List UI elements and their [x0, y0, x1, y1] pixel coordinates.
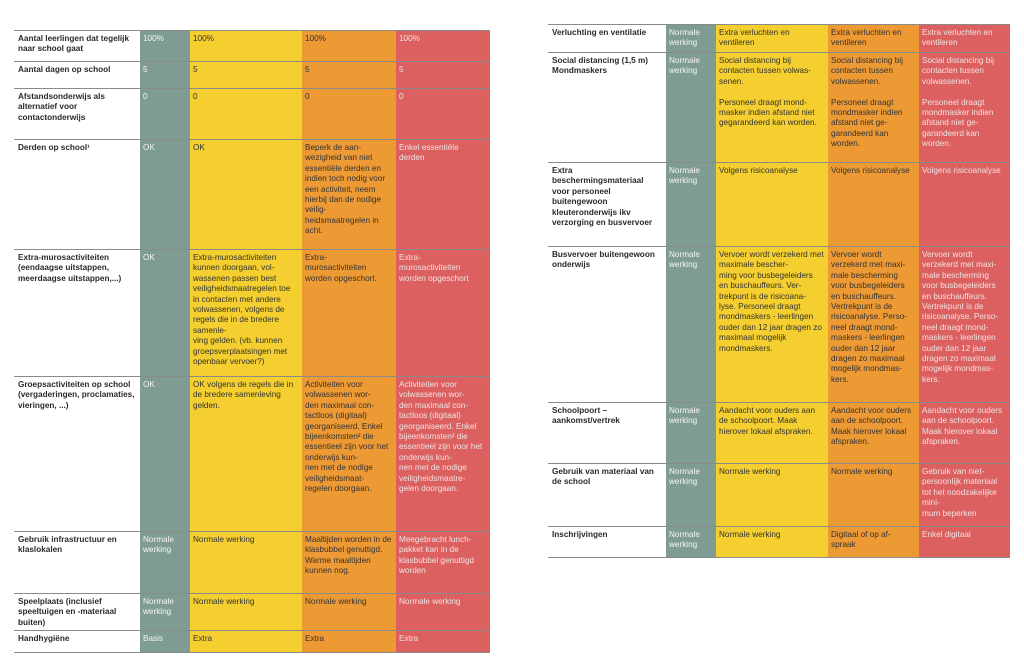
cell-yellow-code: 0 — [190, 89, 302, 140]
cell-orange-code: 100% — [302, 31, 396, 62]
row-label: Social distancing (1,5 m) Mondmaskers — [548, 53, 666, 163]
cell-orange-code: Aandacht voor ouders aan de schoolpoort. Maak hierover lokaal afspraken. — [828, 403, 919, 464]
cell-red-code: Enkel digitaal — [919, 527, 1010, 558]
row-label: Inschrijvingen — [548, 527, 666, 558]
cell-yellow-code: Aandacht voor ouders aan de schoolpoort. Maak hierover lokaal afspraken. — [716, 403, 828, 464]
cell-yellow-code: Extra-murosactiviteiten kunnen doorgaan, vol- wassenen passen best veiligheidsmaatregelen toe in contacten met andere volwassenen, volgens de regels die in de bredere samenle- ving gelden. (vb. kunnen groepsverplaatsingen met openbaar vervoer?) — [190, 250, 302, 377]
left-page — [14, 30, 490, 653]
cell-yellow-code: Vervoer wordt verzekerd met maximale bescher- ming voor busbegeleiders en buschauffeurs. Ver- trekpunt is de risicoana- lyse. Personeel draagt mondmaskers - leerlingen ouder dan 12 jaar dragen zo maximaal mogelijk mondmaskers. — [716, 247, 828, 403]
cell-yellow-code: OK volgens de regels die in de bredere samenleving gelden. — [190, 377, 302, 532]
table-row — [14, 89, 490, 140]
row-label: Gebruik infrastructuur en klaslokalen — [14, 532, 140, 594]
cell-green-code: 5 — [140, 62, 190, 89]
cell-yellow-code: Normale werking — [716, 527, 828, 558]
row-label: Speelplaats (inclusief speeltuigen en -materiaal buiten) — [14, 594, 140, 631]
cell-green-code: Normale werking — [666, 25, 716, 53]
row-label: Groepsactiviteiten op school (vergaderingen, proclamaties, vieringen, ...) — [14, 377, 140, 532]
cell-orange-code: Activiteiten voor volwassenen wor- den maximaal con- tactloos (digitaal) georganiseerd. Enkel bijeenkomsten² die essentieel zijn voor het onderwijs kun- nen met de nodige veiligheidsmaat- regelen doorgaan. — [302, 377, 396, 532]
cell-orange-code: Volgens risicoanalyse — [828, 163, 919, 247]
cell-yellow-code: Volgens risicoanalyse — [716, 163, 828, 247]
cell-orange-code: 5 — [302, 62, 396, 89]
cell-green-code: Normale werking — [666, 403, 716, 464]
cell-orange-code: Normale werking — [302, 594, 396, 631]
table-row — [14, 532, 490, 594]
cell-green-code: Normale werking — [666, 53, 716, 163]
cell-green-code: Normale werking — [666, 163, 716, 247]
cell-red-code: Activiteiten voor volwassenen wor- den maximaal con- tactloos (digitaal) georganiseerd. Enkel bijeenkomsten² die essentieel zijn voor het onderwijs kun- nen met de nodige veiligheidsmaatre- gelen doorgaan. — [396, 377, 490, 532]
cell-green-code: OK — [140, 377, 190, 532]
cell-orange-code: Extra verluchten en ventileren — [828, 25, 919, 53]
right-page — [548, 24, 1010, 558]
cell-orange-code: 0 — [302, 89, 396, 140]
table-row — [548, 464, 1010, 527]
cell-red-code: Enkel essentiële derden — [396, 140, 490, 250]
cell-orange-code: Vervoer wordt verzekerd met maxi- male bescherming voor busbegeleiders en buschauffeurs. Vertrekpunt is de risicoanalyse. Perso- neel draagt mond- maskers - leerlingen ouder dan 12 jaar dragen zo maximaal mogelijk mondmas- kers. — [828, 247, 919, 403]
cell-green-code: Normale werking — [140, 532, 190, 594]
cell-green-code: Basis — [140, 631, 190, 653]
cell-green-code: 0 — [140, 89, 190, 140]
row-label: Derden op school¹ — [14, 140, 140, 250]
cell-orange-code: Maaltijden worden in de klasbubbel genuttigd. Warme maaltijden kunnen nog. — [302, 532, 396, 594]
cell-red-code: 0 — [396, 89, 490, 140]
left-measures-table — [14, 30, 490, 653]
row-label: Busvervoer buitengewoon onderwijs — [548, 247, 666, 403]
cell-orange-code: Extra- murosactiviteiten worden opgeschort. — [302, 250, 396, 377]
row-label: Aantal dagen op school — [14, 62, 140, 89]
cell-orange-code: Beperk de aan- wezigheid van niet essentiële derden en indien toch nodig voor een activiteit, neem hierbij dan de nodige veilig- heidsmaatregelen in acht. — [302, 140, 396, 250]
cell-green-code: Normale werking — [666, 464, 716, 527]
table-row — [548, 403, 1010, 464]
cell-yellow-code: Normale werking — [190, 532, 302, 594]
cell-red-code: Social distancing bij contacten tussen volwassenen. Personeel draagt mondmasker indien afstand niet ge- garandeerd kan worden. — [919, 53, 1010, 163]
cell-red-code: Normale werking — [396, 594, 490, 631]
cell-red-code: 5 — [396, 62, 490, 89]
cell-yellow-code: Normale werking — [716, 464, 828, 527]
cell-red-code: Volgens risicoanalyse — [919, 163, 1010, 247]
table-row — [548, 163, 1010, 247]
cell-green-code: Normale werking — [666, 527, 716, 558]
cell-red-code: Vervoer wordt verzekerd met maxi- male bescherming voor busbegeleiders en buschauffeurs. Vertrekpunt is de risicoanalyse. Perso- neel draagt mond- maskers - leerlingen ouder dan 12 jaar dragen zo maximaal mogelijk mondmas- kers. — [919, 247, 1010, 403]
cell-red-code: Gebruik van niet-persoonlijk materiaal tot het noodzakelijke mini- mum beperken — [919, 464, 1010, 527]
cell-red-code: 100% — [396, 31, 490, 62]
cell-red-code: Extra verluchten en ventileren — [919, 25, 1010, 53]
table-row — [548, 53, 1010, 163]
cell-green-code: OK — [140, 250, 190, 377]
cell-orange-code: Digitaal of op af- spraak — [828, 527, 919, 558]
cell-green-code: Normale werking — [666, 247, 716, 403]
cell-red-code: Extra- murosactiviteiten worden opgeschort — [396, 250, 490, 377]
row-label: Handhygiëne — [14, 631, 140, 653]
table-row — [548, 25, 1010, 53]
table-row — [14, 594, 490, 631]
cell-yellow-code: Extra verluchten en ventileren — [716, 25, 828, 53]
table-row — [14, 377, 490, 532]
cell-orange-code: Extra — [302, 631, 396, 653]
cell-yellow-code: Normale werking — [190, 594, 302, 631]
cell-green-code: Normale werking — [140, 594, 190, 631]
table-row — [14, 631, 490, 653]
cell-yellow-code: Extra — [190, 631, 302, 653]
row-label: Extra beschermingsmateriaal voor personeel buitengewoon kleuteronderwijs ikv verzorging en busvervoer — [548, 163, 666, 247]
right-measures-table — [548, 24, 1010, 558]
cell-red-code: Aandacht voor ouders aan de schoolpoort. Maak hierover lokaal afspraken. — [919, 403, 1010, 464]
cell-orange-code: Social distancing bij contacten tussen volwassenen. Personeel draagt mondmasker indien afstand niet ge- garandeerd kan worden. — [828, 53, 919, 163]
row-label: Extra-murosactiviteiten (eendaagse uitstappen, meerdaagse uitstappen,...) — [14, 250, 140, 377]
cell-red-code: Extra — [396, 631, 490, 653]
row-label: Schoolpoort – aankomst/vertrek — [548, 403, 666, 464]
table-row — [14, 250, 490, 377]
cell-yellow-code: 100% — [190, 31, 302, 62]
table-row — [14, 140, 490, 250]
cell-yellow-code: OK — [190, 140, 302, 250]
cell-yellow-code: 5 — [190, 62, 302, 89]
row-label: Aantal leerlingen dat tegelijk naar school gaat — [14, 31, 140, 62]
cell-yellow-code: Social distancing bij contacten tussen volwas- senen. Personeel draagt mond- masker indien afstand niet gegarandeerd kan worden. — [716, 53, 828, 163]
table-row — [548, 247, 1010, 403]
row-label: Afstandsonderwijs als alternatief voor contactonderwijs — [14, 89, 140, 140]
cell-green-code: 100% — [140, 31, 190, 62]
right-table-body — [548, 25, 1010, 558]
table-row — [14, 31, 490, 62]
cell-red-code: Meegebracht lunch- pakket kan in de klasbubbel genuttigd worden — [396, 532, 490, 594]
table-row — [548, 527, 1010, 558]
left-table-body — [14, 31, 490, 653]
row-label: Gebruik van materiaal van de school — [548, 464, 666, 527]
row-label: Verluchting en ventilatie — [548, 25, 666, 53]
cell-green-code: OK — [140, 140, 190, 250]
table-row — [14, 62, 490, 89]
cell-orange-code: Normale werking — [828, 464, 919, 527]
